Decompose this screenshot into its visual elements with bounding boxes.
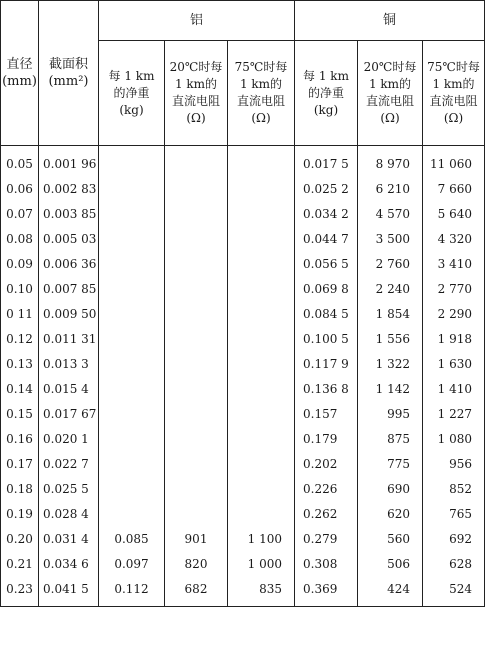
cu-res75-cell: 1 227 bbox=[423, 402, 485, 427]
cu-res20-cell: 1 322 bbox=[358, 352, 423, 377]
al-res75-cell bbox=[228, 402, 295, 427]
header-cu-weight: 每 1 km 的净重 (kg) bbox=[295, 41, 358, 146]
al-weight-cell bbox=[99, 377, 165, 402]
cu-res20-cell: 1 556 bbox=[358, 327, 423, 352]
al-res20-cell bbox=[165, 146, 228, 178]
al-weight-cell bbox=[99, 352, 165, 377]
area-cell: 0.031 4 bbox=[39, 527, 99, 552]
al-res20-cell bbox=[165, 327, 228, 352]
al-weight-cell bbox=[99, 477, 165, 502]
area-cell: 0.005 03 bbox=[39, 227, 99, 252]
al-res20-cell bbox=[165, 227, 228, 252]
cu-res75-cell: 1 918 bbox=[423, 327, 485, 352]
diameter-cell: 0.13 bbox=[1, 352, 39, 377]
area-cell: 0.001 96 bbox=[39, 146, 99, 178]
header-cu-res20: 20℃时每 1 km的 直流电阻 (Ω) bbox=[358, 41, 423, 146]
cu-weight-cell: 0.100 5 bbox=[295, 327, 358, 352]
al-res75-cell bbox=[228, 146, 295, 178]
al-res20-cell: 901 bbox=[165, 527, 228, 552]
cu-res20-cell: 875 bbox=[358, 427, 423, 452]
diameter-cell: 0.19 bbox=[1, 502, 39, 527]
cu-res75-cell: 7 660 bbox=[423, 177, 485, 202]
cu-weight-cell: 0.262 bbox=[295, 502, 358, 527]
cu-weight-cell: 0.202 bbox=[295, 452, 358, 477]
al-res20-cell bbox=[165, 427, 228, 452]
table-row bbox=[1, 202, 485, 227]
area-cell: 0.020 1 bbox=[39, 427, 99, 452]
cu-res75-cell: 956 bbox=[423, 452, 485, 477]
cu-weight-cell: 0.369 bbox=[295, 577, 358, 607]
cu-res20-cell: 995 bbox=[358, 402, 423, 427]
cu-weight-cell: 0.157 bbox=[295, 402, 358, 427]
al-res20-cell bbox=[165, 202, 228, 227]
cu-res75-cell: 2 770 bbox=[423, 277, 485, 302]
table-row bbox=[1, 352, 485, 377]
diameter-cell: 0.20 bbox=[1, 527, 39, 552]
cu-weight-cell: 0.044 7 bbox=[295, 227, 358, 252]
diameter-cell: 0.05 bbox=[1, 146, 39, 178]
cu-res20-cell: 620 bbox=[358, 502, 423, 527]
area-cell: 0.007 85 bbox=[39, 277, 99, 302]
area-cell: 0.034 6 bbox=[39, 552, 99, 577]
al-weight-cell bbox=[99, 177, 165, 202]
cu-res75-cell: 852 bbox=[423, 477, 485, 502]
cu-res75-cell: 3 410 bbox=[423, 252, 485, 277]
al-weight-cell: 0.112 bbox=[99, 577, 165, 607]
diameter-cell: 0.15 bbox=[1, 402, 39, 427]
area-cell: 0.028 4 bbox=[39, 502, 99, 527]
cu-weight-cell: 0.136 8 bbox=[295, 377, 358, 402]
table-row bbox=[1, 527, 485, 552]
cu-weight-cell: 0.025 2 bbox=[295, 177, 358, 202]
diameter-cell: 0.14 bbox=[1, 377, 39, 402]
table-row bbox=[1, 402, 485, 427]
header-aluminum: 铝 bbox=[99, 1, 295, 41]
cu-res20-cell: 2 240 bbox=[358, 277, 423, 302]
diameter-cell: 0.10 bbox=[1, 277, 39, 302]
al-res20-cell bbox=[165, 252, 228, 277]
diameter-cell: 0.06 bbox=[1, 177, 39, 202]
table-row bbox=[1, 577, 485, 607]
diameter-cell: 0 11 bbox=[1, 302, 39, 327]
al-res75-cell bbox=[228, 202, 295, 227]
al-res20-cell bbox=[165, 402, 228, 427]
al-res75-cell: 835 bbox=[228, 577, 295, 607]
cu-res75-cell: 5 640 bbox=[423, 202, 485, 227]
table-row bbox=[1, 146, 485, 178]
al-res20-cell bbox=[165, 302, 228, 327]
cu-weight-cell: 0.279 bbox=[295, 527, 358, 552]
table-row bbox=[1, 477, 485, 502]
header-al-res75: 75℃时每 1 km的 直流电阻 (Ω) bbox=[228, 41, 295, 146]
al-res20-cell bbox=[165, 177, 228, 202]
diameter-cell: 0.23 bbox=[1, 577, 39, 607]
table-row bbox=[1, 177, 485, 202]
diameter-cell: 0.21 bbox=[1, 552, 39, 577]
al-weight-cell bbox=[99, 252, 165, 277]
area-cell: 0.017 67 bbox=[39, 402, 99, 427]
al-res75-cell bbox=[228, 252, 295, 277]
al-res75-cell bbox=[228, 352, 295, 377]
al-weight-cell bbox=[99, 302, 165, 327]
cu-res20-cell: 506 bbox=[358, 552, 423, 577]
header-copper: 铜 bbox=[295, 1, 485, 41]
cu-res20-cell: 3 500 bbox=[358, 227, 423, 252]
table-row bbox=[1, 277, 485, 302]
area-cell: 0.013 3 bbox=[39, 352, 99, 377]
table-row bbox=[1, 552, 485, 577]
cu-res20-cell: 560 bbox=[358, 527, 423, 552]
header-area: 截面积 (mm²) bbox=[39, 1, 99, 146]
al-res75-cell bbox=[228, 502, 295, 527]
al-weight-cell bbox=[99, 202, 165, 227]
al-res20-cell: 682 bbox=[165, 577, 228, 607]
table-row bbox=[1, 452, 485, 477]
cu-res75-cell: 4 320 bbox=[423, 227, 485, 252]
diameter-cell: 0.18 bbox=[1, 477, 39, 502]
cu-res20-cell: 1 854 bbox=[358, 302, 423, 327]
al-weight-cell: 0.097 bbox=[99, 552, 165, 577]
al-res20-cell: 820 bbox=[165, 552, 228, 577]
cu-res75-cell: 692 bbox=[423, 527, 485, 552]
table-body bbox=[1, 146, 485, 607]
diameter-cell: 0.16 bbox=[1, 427, 39, 452]
cu-res20-cell: 8 970 bbox=[358, 146, 423, 178]
cu-weight-cell: 0.017 5 bbox=[295, 146, 358, 178]
al-weight-cell bbox=[99, 427, 165, 452]
area-cell: 0.015 4 bbox=[39, 377, 99, 402]
cu-res75-cell: 524 bbox=[423, 577, 485, 607]
cu-weight-cell: 0.084 5 bbox=[295, 302, 358, 327]
al-res75-cell bbox=[228, 427, 295, 452]
al-res75-cell: 1 000 bbox=[228, 552, 295, 577]
al-res20-cell bbox=[165, 452, 228, 477]
cu-res75-cell: 2 290 bbox=[423, 302, 485, 327]
area-cell: 0.002 83 bbox=[39, 177, 99, 202]
area-cell: 0.025 5 bbox=[39, 477, 99, 502]
area-cell: 0.022 7 bbox=[39, 452, 99, 477]
al-res75-cell bbox=[228, 327, 295, 352]
cu-weight-cell: 0.034 2 bbox=[295, 202, 358, 227]
al-weight-cell bbox=[99, 402, 165, 427]
al-weight-cell bbox=[99, 277, 165, 302]
table-row bbox=[1, 227, 485, 252]
diameter-cell: 0.08 bbox=[1, 227, 39, 252]
al-res75-cell: 1 100 bbox=[228, 527, 295, 552]
table-row bbox=[1, 427, 485, 452]
cu-res75-cell: 11 060 bbox=[423, 146, 485, 178]
cu-weight-cell: 0.056 5 bbox=[295, 252, 358, 277]
area-cell: 0.009 50 bbox=[39, 302, 99, 327]
cu-res75-cell: 1 410 bbox=[423, 377, 485, 402]
cu-res75-cell: 1 080 bbox=[423, 427, 485, 452]
al-res75-cell bbox=[228, 302, 295, 327]
al-res75-cell bbox=[228, 477, 295, 502]
area-cell: 0.041 5 bbox=[39, 577, 99, 607]
area-cell: 0.006 36 bbox=[39, 252, 99, 277]
al-res20-cell bbox=[165, 377, 228, 402]
al-res75-cell bbox=[228, 277, 295, 302]
table-row bbox=[1, 327, 485, 352]
header-cu-res75: 75℃时每 1 km的 直流电阻 (Ω) bbox=[423, 41, 485, 146]
table-row bbox=[1, 302, 485, 327]
cu-res75-cell: 765 bbox=[423, 502, 485, 527]
cu-res75-cell: 1 630 bbox=[423, 352, 485, 377]
cu-res20-cell: 2 760 bbox=[358, 252, 423, 277]
cu-weight-cell: 0.226 bbox=[295, 477, 358, 502]
header-al-weight: 每 1 km 的净重 (kg) bbox=[99, 41, 165, 146]
al-weight-cell bbox=[99, 146, 165, 178]
diameter-cell: 0.17 bbox=[1, 452, 39, 477]
al-res20-cell bbox=[165, 502, 228, 527]
diameter-cell: 0.12 bbox=[1, 327, 39, 352]
al-res75-cell bbox=[228, 452, 295, 477]
header-al-res20: 20℃时每 1 km的 直流电阻 (Ω) bbox=[165, 41, 228, 146]
al-weight-cell bbox=[99, 502, 165, 527]
header-diameter: 直径 (mm) bbox=[1, 1, 39, 146]
cu-res20-cell: 690 bbox=[358, 477, 423, 502]
al-res75-cell bbox=[228, 227, 295, 252]
cu-res20-cell: 1 142 bbox=[358, 377, 423, 402]
al-res20-cell bbox=[165, 277, 228, 302]
cu-res20-cell: 775 bbox=[358, 452, 423, 477]
al-res75-cell bbox=[228, 177, 295, 202]
area-cell: 0.011 31 bbox=[39, 327, 99, 352]
table-row bbox=[1, 252, 485, 277]
al-weight-cell bbox=[99, 227, 165, 252]
cu-weight-cell: 0.117 9 bbox=[295, 352, 358, 377]
cu-weight-cell: 0.308 bbox=[295, 552, 358, 577]
al-res20-cell bbox=[165, 477, 228, 502]
al-res75-cell bbox=[228, 377, 295, 402]
table-row bbox=[1, 377, 485, 402]
al-weight-cell bbox=[99, 452, 165, 477]
diameter-cell: 0.07 bbox=[1, 202, 39, 227]
cu-weight-cell: 0.069 8 bbox=[295, 277, 358, 302]
al-weight-cell: 0.085 bbox=[99, 527, 165, 552]
area-cell: 0.003 85 bbox=[39, 202, 99, 227]
cu-res20-cell: 424 bbox=[358, 577, 423, 607]
cu-res20-cell: 4 570 bbox=[358, 202, 423, 227]
cu-weight-cell: 0.179 bbox=[295, 427, 358, 452]
cu-res20-cell: 6 210 bbox=[358, 177, 423, 202]
al-weight-cell bbox=[99, 327, 165, 352]
cu-res75-cell: 628 bbox=[423, 552, 485, 577]
table-row bbox=[1, 502, 485, 527]
al-res20-cell bbox=[165, 352, 228, 377]
diameter-cell: 0.09 bbox=[1, 252, 39, 277]
